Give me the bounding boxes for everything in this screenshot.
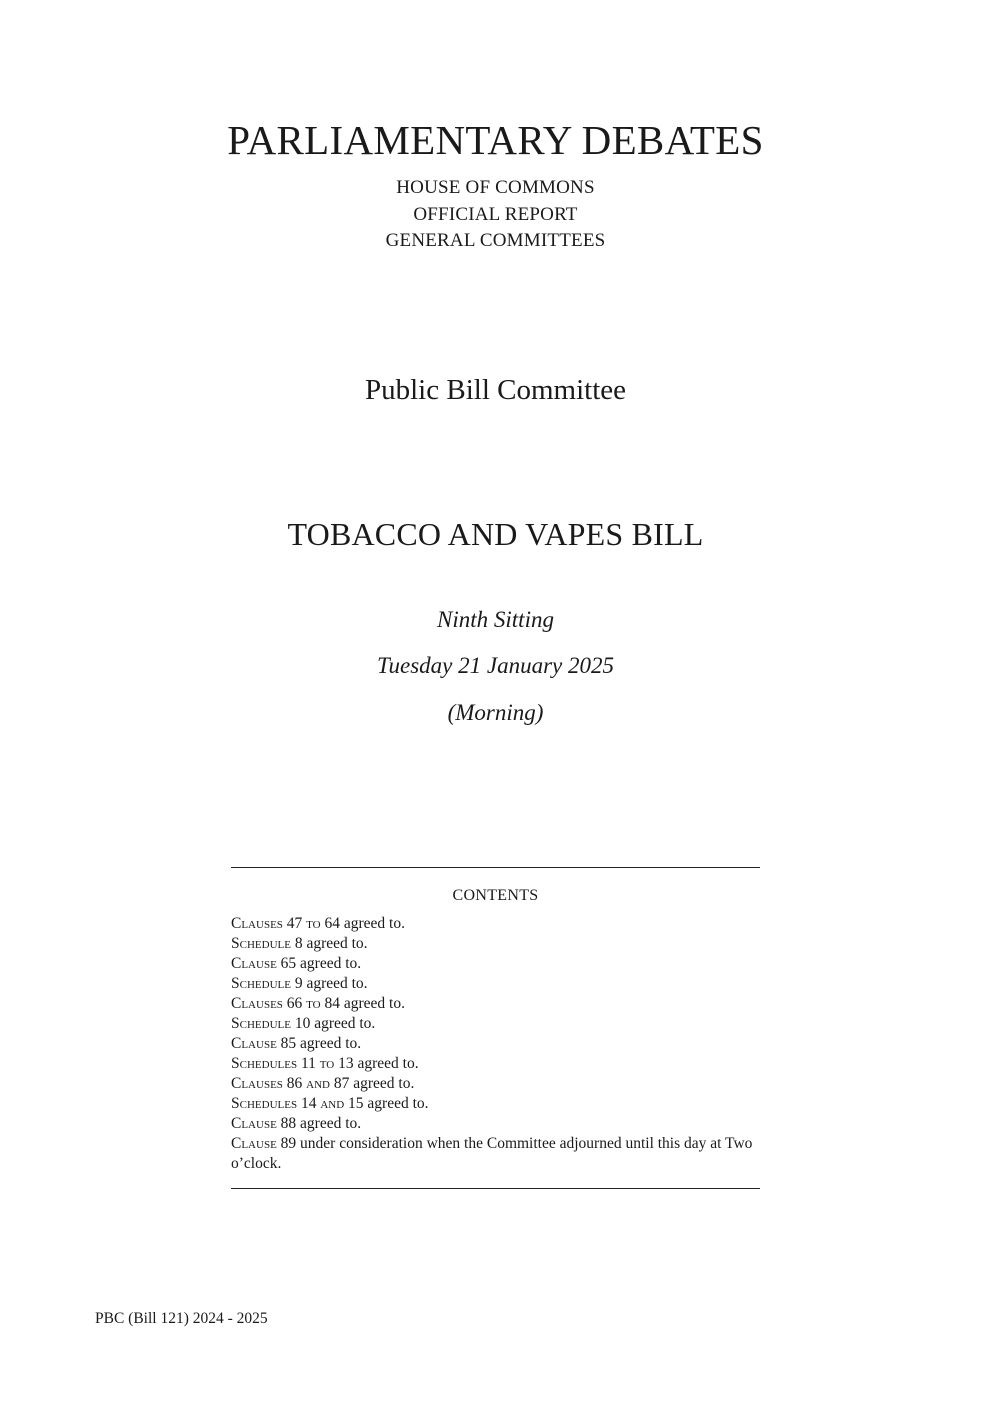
bill-title: TOBACCO AND VAPES BILL — [287, 516, 704, 552]
contents-entry: Clauses 47 to 64 agreed to. — [231, 915, 405, 932]
contents-box — [231, 867, 760, 1189]
contents-entry: Schedule 10 agreed to. — [231, 1015, 376, 1032]
footer-reference: PBC (Bill 121) 2024 - 2025 — [95, 1310, 268, 1327]
subtitle-committees: GENERAL COMMITTEES — [385, 230, 606, 251]
page-title: PARLIAMENTARY DEBATES — [227, 117, 764, 163]
subtitle-house: HOUSE OF COMMONS — [396, 177, 595, 198]
contents-entry: Clauses 86 and 87 agreed to. — [231, 1075, 415, 1092]
committee-name: Public Bill Committee — [365, 374, 626, 406]
contents-entry: Clause 85 agreed to. — [231, 1035, 362, 1052]
contents-entry: Clause 89 under consideration when the Committee adjourned until this day at Two o’clock. — [231, 1135, 753, 1172]
contents-entry: Schedules 14 and 15 agreed to. — [231, 1095, 429, 1112]
contents-entry: Schedule 8 agreed to. — [231, 935, 368, 952]
contents-heading: CONTENTS — [452, 887, 539, 904]
subtitle-report: OFFICIAL REPORT — [413, 203, 578, 225]
contents-entry: Schedule 9 agreed to. — [231, 975, 368, 992]
contents-entry: Clauses 66 to 84 agreed to. — [231, 995, 405, 1012]
subtitle-block — [0, 175, 991, 255]
contents-entry: Schedules 11 to 13 agreed to. — [231, 1055, 419, 1072]
sitting-label: Ninth Sitting — [437, 607, 554, 632]
contents-entry: Clause 65 agreed to. — [231, 955, 362, 972]
sitting-date: Tuesday 21 January 2025 — [376, 653, 614, 678]
sitting-time: (Morning) — [447, 700, 544, 725]
contents-entry: Clause 88 agreed to. — [231, 1115, 362, 1132]
contents-list — [231, 914, 760, 1174]
